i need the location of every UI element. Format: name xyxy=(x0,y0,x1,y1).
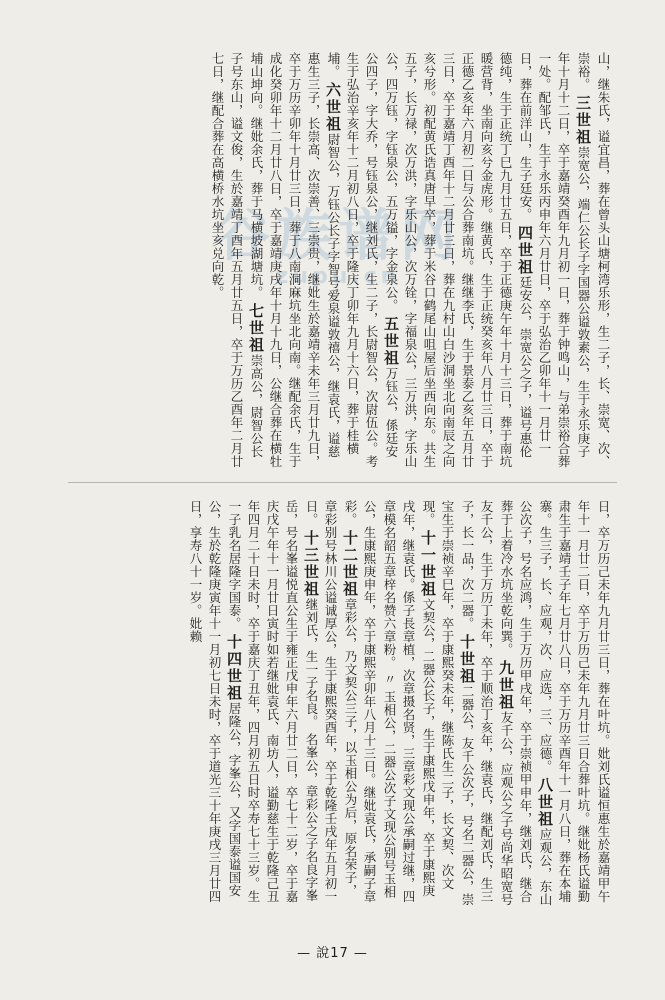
entry-text: 山，继朱氏，谥宜昌，葬在曾头山塘柯湾乐形，生二子，长、崇宽、次、崇裕。 xyxy=(576,52,611,468)
entry-text: 章彩公，乃文契公三子，以玉相公为后，原名荣子，章彩别号林川公谥诚厚公，生于康熙癸酉年，卒于乾隆壬戌年五月初一日。 xyxy=(304,500,358,903)
genealogy-entry xyxy=(304,530,319,728)
generation-label: 三世祖 xyxy=(574,95,592,147)
entry-text: 崇宽公，端仁公长子字国器公谥敦素公，生于永乐庚子年十月十二日，卒于嘉靖癸酉年九月初一日，葬于钟鸣山，与弟崇裕合葬一处。配邹氏，生于永乐丙申年六月廿日，卒于弘治乙卯年十一月廿一日，葬在前洋山，生子廷安。 xyxy=(518,52,591,468)
entry-text: 名峯公，章彩公之子名良字峯岳，号名峯谥悦直公生于雍正戊申年六月廿二日，卒七十二岁，卒于嘉庆戊午年十一月廿日寅时如若继妣袁氏、南坊人，谥勤慈生于乾隆己丑年四月二十日未时，卒于嘉庆丁丑年，四月初五日时卒寿七十三岁。生一子乳名居隆字国泰。 xyxy=(227,500,319,903)
generation-label: 六世祖 xyxy=(324,82,342,134)
generation-label: 五世祖 xyxy=(382,316,400,368)
genealogy-entry xyxy=(384,52,533,468)
entry-text: 继刘氏，生一子名良。 xyxy=(304,598,319,729)
generation-label: 十四世祖 xyxy=(225,634,243,703)
watermark-subtext: zupu.cn xyxy=(275,264,401,289)
watermark-text: 谷族谱网 xyxy=(214,204,462,269)
generation-label: 十三世祖 xyxy=(302,530,320,599)
entry-text: 居隆公，字峯公，又字国泰谥国安公，生於乾隆庚寅年十一月初七日未时，卒于道光三十年庚戌三月廿四日，享寿八十一岁。妣赖 xyxy=(188,500,242,903)
generation-label: 九世祖 xyxy=(497,660,515,712)
entry-text: 二器公，友千公次子，号名二器公，崇宝生于崇祯辛巳年，卒于康熙癸未年，继陈氏生二子，长文契、次文现。 xyxy=(421,500,475,907)
entry-text: 〃 玉相公，二器公次子文现公别号玉相公，生康熙庚申年，卒于康熙辛卯年八月十三日。继妣袁氏，承嗣子章彩。 xyxy=(343,500,397,903)
generation-label: 七世祖 xyxy=(247,303,265,355)
generation-label: 十二世祖 xyxy=(341,530,359,599)
generation-label: 八世祖 xyxy=(536,777,554,829)
entry-text: 友千公，应观公之子号尚华昭宽号友千公，生于万历丁未年，卒于顺治丁亥年，继袁氏，继配刘氏，生三子，长一品，次二器。 xyxy=(460,500,514,907)
entry-text: 崇高公，尉智公长子号东山，谥文俊，生於嘉靖丁酉年五月廿五日，卒于万历乙酉年二月廿七日，继配合葬在高横桥水坑坐亥兑向乾。 xyxy=(210,52,264,468)
entry-text: 日，卒万历己未年九月廿三日，葬在叶坑。妣刘氏谥恒惠生於嘉靖甲午年十一月廿二日，卒于万历己未年九月廿三日合葬叶坑。继妣杨氏谥勤肃生于嘉靖壬子年七月廿八日，卒于万历辛酉年十一月八日，葬在本埔寨。生三子，长、应观，次、应选，三、应德。 xyxy=(538,500,611,903)
lower-text-block xyxy=(83,500,613,908)
generation-label: 十世祖 xyxy=(458,634,476,686)
generation-label: 四世祖 xyxy=(516,225,534,277)
entry-text: 廷安公，崇宽公之子，谥号惠伦德纯，生于正统丁巳九月廿五日，卒于正德庚午年十月十三日，葬于南坑暖营背，坐南向亥兮金虎形。继黄氏，生于正统癸亥年八月廿三日，卒于正德乙亥年六月初二日与公合葬南坑。继继李氏，生于景泰乙亥年五月廿三日，卒于嘉靖丁酉年十二月廿三日，葬在九村山白沙洞坐北向南辰之向亥兮形。初配黄氏诰真唐早卒，葬于米谷口鹤尾山咀屋后坐西向东。共生五子，长万禄，次万洪，字乐山公，次万铨，字福泉公，三万洪，字乐山公，四万钰，字钰泉公，五万镒，字金泉公。 xyxy=(384,52,533,468)
generation-label: 十一世祖 xyxy=(419,530,437,599)
upper-text-block xyxy=(83,52,613,468)
entry-text: 文契公，二器公长子，生于康熙戊申年，卒于康熙庚戌年，继袁氏。係子長章植，次章摄名贤，三章彩文现公承嗣过继，四章模名韶五章梓名赞六章粉。 xyxy=(382,500,436,903)
entry-text: 尉智公，万钰公长子字智号爱泉谥敦禧公，继袁氏，谥慈惠生三子，长崇高、次崇善、三崇贵，继妣生於嘉靖辛未年三月廿九日，卒于万历辛卯年十月廿三日，葬于八南洞麻坑坐北向南。继配余氏，生于成化癸卯年十二月廿八日，卒于嘉靖庚戌年十月十九日，公继合葬在横牡埔山坤向。继妣余氏，葬于马横坡湖塘坑。 xyxy=(249,52,341,468)
entry-text: 万钰公，係廷安公四子，字大乔，号钰泉公，继刘氏，生二子，长尉智公，次尉伍公。考生于弘治辛亥年十二月初八日，卒于隆庆丁卯年九月十六日，葬于桂横埔。 xyxy=(326,52,399,468)
entry-text: 应观公，东山公次子，号名应鸿，生于万历甲戌年，卒于崇祯甲申年，继刘氏，继合葬于上着冷水坑坐乾向巽。 xyxy=(499,500,553,907)
page-number: — 說17 — xyxy=(297,946,368,961)
section-divider xyxy=(68,482,617,483)
